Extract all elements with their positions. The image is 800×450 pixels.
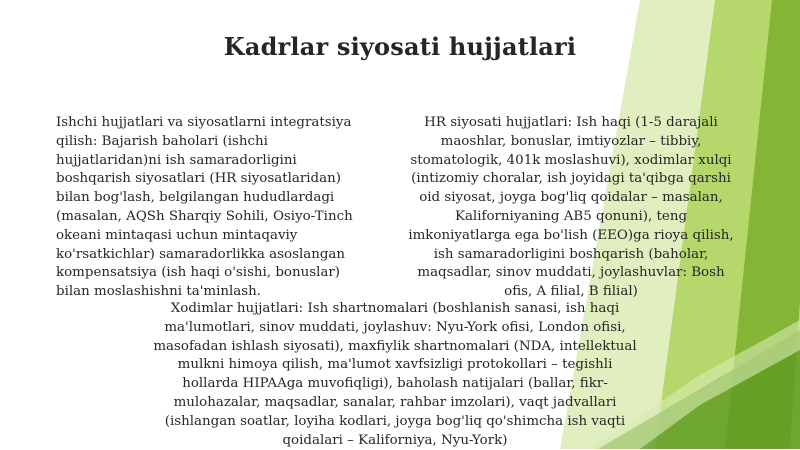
hr-policy-text: HR siyosati hujjatlari: Ish haqi (1-5 darajali maoshlar, bonuslar, imtiyozlar – tibbiy, stomatologik, 401k moslashuvi), xodimlar xulqi (intizomiy choralar, ish joyidagi ta'qibga qarshi oid siyosat, joyga bog'liq qoidalar – masalan, Kaliforniyaning AB5 qonuni), teng imkoniyatlarga ega bo'lish (EEO)ga rioya qilish, ish samaradorligini boshqarish (baholar, maqsadlar, sinov muddati, joylashuvlar: Bosh ofis, A filial, B filial) bbox=[408, 115, 734, 300]
slide-title: Kadrlar siyosati hujjatlari bbox=[223, 32, 577, 61]
employee-documents-text: Xodimlar hujjatlari: Ish shartnomalari (boshlanish sanasi, ish haqi ma'lumotlari, sinov muddati, joylashuv: Nyu-York ofisi, London ofisi, masofadan ishlash siyosati), maxfiylik shartnomalari (NDA, intellektual mulkni himoya qilish, ma'lumot xavfsizligi protokollari – tegishli hollarda HIPAAga muvofiqligi), baholash natijalari (ballar, fikr- mulohazalar, maqsadlar, sanalar, rahbar imzolari), vaqt jadvallari (ishlangan soatlar, loyiha kodlari, joyga bog'liq qo'shimcha ish vaqti qoidalari – Kaliforniya, Nyu-York) bbox=[153, 301, 637, 448]
integration-text: Ishchi hujjatlari va siyosatlarni integratsiya qilish: Bajarish baholari (ishchi hujjatlaridan)ni ish samaradorligini boshqarish siyosatlari (HR siyosatlaridan) bilan bog'lash, belgilangan hududlardagi (masalan, AQSh Sharqiy Sohili, Osiyo-Tinch okeani mintaqasi uchun mintaqaviy ko'rsatkichlar) samaradorlikka asoslangan kompensatsiya (ish haqi o'sishi, bonuslar) bilan moslashishni ta'minlash. bbox=[56, 115, 353, 300]
